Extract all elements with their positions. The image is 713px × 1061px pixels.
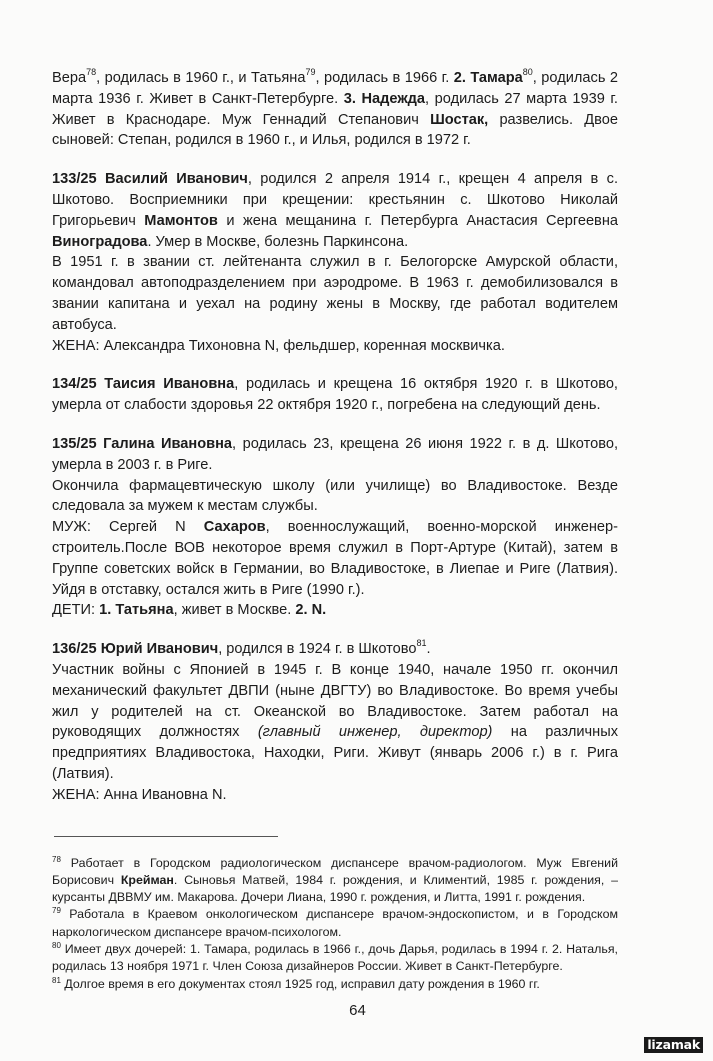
text: , живет в Москве. <box>173 602 296 619</box>
text: Работает в Городском радиологическом диспансере врачом-радиологом. Муж Евгений Борисович <box>52 855 618 887</box>
text: Имеет двух дочерей: 1. Тамара, родилась в 1966 г., дочь Дарья, родилась в 1994 г. 2. Наталья, родилась 13 ноября 1971 г. Член Союза дизайнеров России. Живет в Санкт-Петербурге. <box>52 941 618 974</box>
child-name: 2. N. <box>295 602 327 619</box>
entry-133 <box>52 169 618 356</box>
text: , родился 2 апреля 1914 г., крещен 4 апреля в с. Шкотово. Восприемники при крещении: крестьянин с. Шкотово Николай Григорьевич <box>52 171 619 229</box>
entry-children <box>52 600 618 621</box>
text: Вера <box>52 70 87 86</box>
italic-text: (главный инженер, директор) <box>257 724 493 741</box>
footnote-ref-78[interactable]: 78 <box>86 67 97 77</box>
text: . <box>426 641 431 658</box>
page-body <box>52 0 618 993</box>
entry-heading: 133/25 Василий Иванович <box>52 171 248 188</box>
entry-header <box>52 374 618 416</box>
entry-header <box>52 639 618 660</box>
footnote-80 <box>52 941 618 976</box>
continuation-paragraph <box>52 68 618 151</box>
footnote-79 <box>52 906 618 941</box>
surname: Крейман <box>120 872 174 887</box>
page-number: 64 <box>349 1001 366 1019</box>
footnote-ref-81[interactable]: 81 <box>416 638 427 649</box>
entry-header <box>52 169 618 252</box>
entry-bio <box>52 660 618 785</box>
footnote-81 <box>52 976 618 993</box>
text: Работала в Краевом онкологическом диспансере врачом-эндоскопистом, и в Городском наркологическом диспансере врачом-психологом. <box>52 907 618 939</box>
footnote-number: 79 <box>52 906 61 916</box>
footnote-number: 78 <box>52 854 61 864</box>
text: и жена мещанина г. Петербурга Анастасия Сергеевна <box>217 212 618 229</box>
text: , родилась 2 марта 1936 г. Живет в Санкт-Петербурге. <box>52 70 618 107</box>
text: , родилась 27 марта 1939 г. Живет в Краснодаре. Муж Геннадий Степанович <box>52 90 618 128</box>
child-name: 2. Тамара <box>453 70 523 86</box>
footnote-number: 81 <box>52 975 61 985</box>
surname: Виноградова <box>52 233 148 250</box>
entry-heading: 135/25 Галина Ивановна <box>52 435 233 452</box>
text: , родилась в 1966 г. <box>315 70 454 86</box>
surname: Мамонтов <box>144 212 218 229</box>
child-name: 3. Надежда <box>343 90 426 107</box>
entry-134 <box>52 374 618 416</box>
footnote-ref-79[interactable]: 79 <box>305 67 316 77</box>
entry-bio: Окончила фармацевтическую школу (или училище) во Владивостоке. Везде следовала за мужем к местам службы. <box>52 477 618 515</box>
text: , родился в 1924 г. в Шкотово <box>218 641 417 658</box>
text: ДЕТИ: <box>52 602 100 619</box>
surname: Шостак, <box>430 111 489 128</box>
text: на различных предприятиях Владивостока, Находки, Риги. Живут (январь 2006 г.) в г. Рига (Латвия). <box>52 724 618 782</box>
text: , родилась и крещена 16 октября 1920 г. в Шкотово, умерла от слабости здоровья 22 октября 1920 г., погребена на следующий день. <box>52 376 618 414</box>
footnote-78 <box>52 855 618 907</box>
text: , военнослужащий, военно-морской инженер-строитель.После ВОВ некоторое время служил в Порт-Артуре (Китай), затем в Группе советских войск в Германии, во Владивостоке, в Лиепае и Риге (Латвия). Уйдя в отставку, остался жить в Риге (1990 г.). <box>52 519 618 598</box>
footnote-divider <box>54 836 278 837</box>
text: , родилась 23, крещена 26 июня 1922 г. в д. Шкотово, умерла в 2003 г. в Риге. <box>52 435 619 473</box>
entry-bio: В 1951 г. в звании ст. лейтенанта служил в г. Белогорске Амурской области, командовал автоподразделением при аэродроме. В 1963 г. демобилизовался в звании капитана и уехал на родину жены в Москву, где работал водителем автобуса. <box>52 254 618 333</box>
text: Долгое время в его документах стоял 1925 год, исправил дату рождения в 1960 гг. <box>60 976 540 991</box>
entry-135 <box>52 434 618 621</box>
entry-136 <box>52 639 618 805</box>
surname: Сахаров <box>203 519 266 536</box>
text: . Сыновья Матвей, 1984 г. рождения, и Климентий, 1985 г. рождения, – курсанты ДВВМУ им. Макарова. Дочери Лиана, 1990 г. рождения, и Литта, 1991 г. рождения. <box>52 872 618 905</box>
entry-wife: ЖЕНА: Александра Тихоновна N, фельдшер, коренная москвичка. <box>52 337 505 354</box>
entry-wife: ЖЕНА: Анна Ивановна N. <box>52 786 227 803</box>
entry-header <box>52 434 618 476</box>
footnote-number: 80 <box>52 940 61 950</box>
footnotes <box>52 855 618 993</box>
page-footer <box>0 1001 713 1061</box>
child-name: 1. Татьяна <box>99 602 174 619</box>
text: развелись. Двое сыновей: Степан, родился в 1960 г., и Илья, родился в 1972 г. <box>52 111 618 149</box>
text: , родилась в 1960 г., и Татьяна <box>96 70 306 86</box>
entry-heading: 136/25 Юрий Иванович <box>52 641 219 658</box>
footnote-ref-80[interactable]: 80 <box>522 67 533 77</box>
watermark: lizamak <box>644 1037 703 1053</box>
text: МУЖ: Сергей N <box>52 519 204 536</box>
entry-husband <box>52 517 618 600</box>
text: . Умер в Москве, болезнь Паркинсона. <box>147 233 409 250</box>
text: Участник войны с Японией в 1945 г. В конце 1940, начале 1950 гг. окончил механический факультет ДВПИ (ныне ДВГТУ) во Владивостоке. Во время учебы жил у родителей на ст. Океанской во Владивостоке. Затем работал на руководящих должностях <box>52 661 618 741</box>
entry-heading: 134/25 Таисия Ивановна <box>52 376 235 393</box>
